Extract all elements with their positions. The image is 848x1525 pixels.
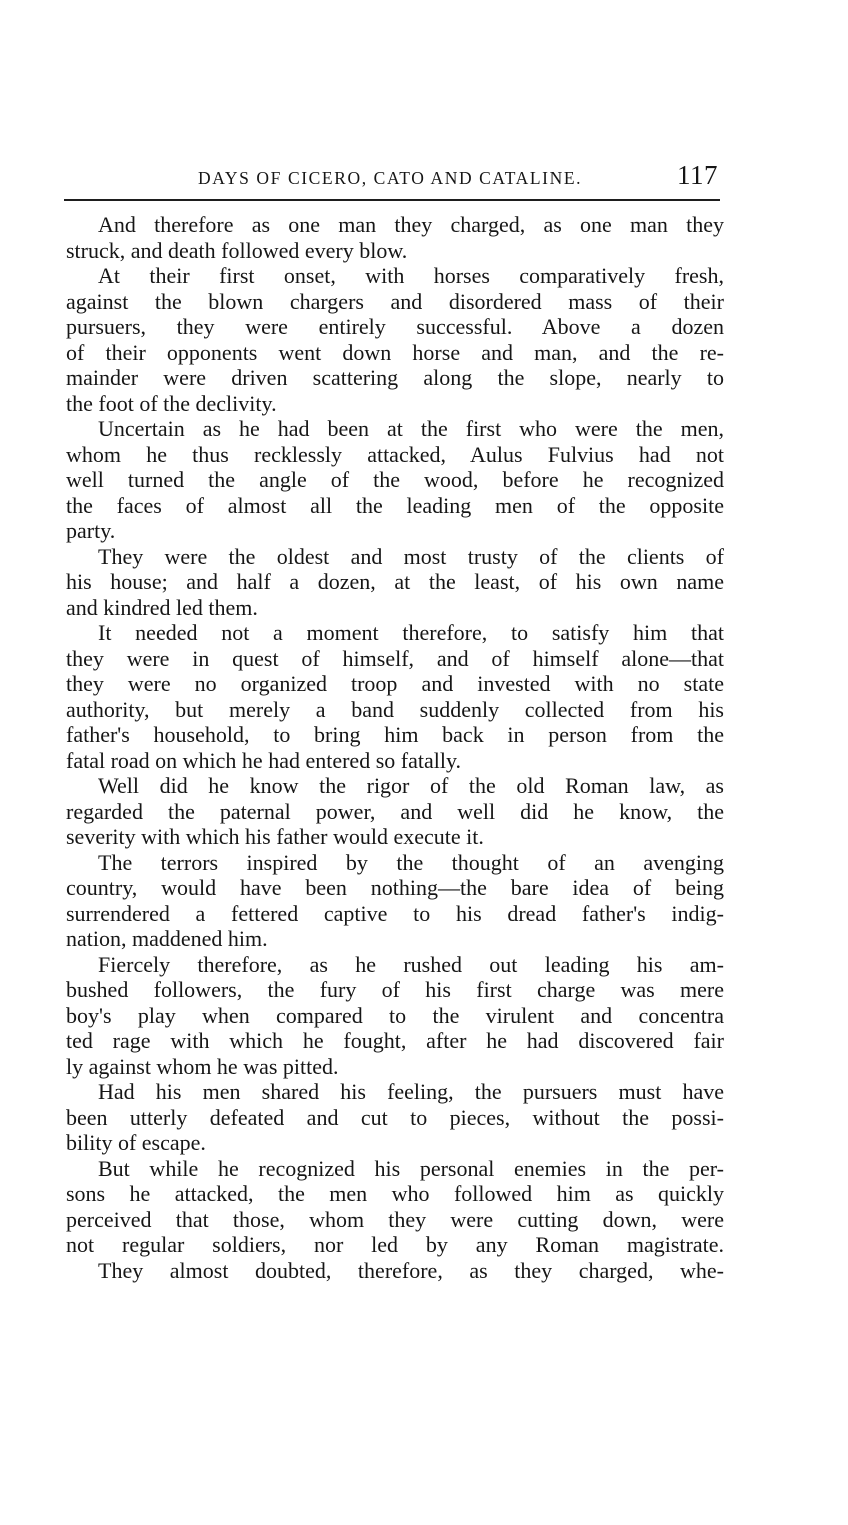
- text-line: party.: [66, 518, 116, 543]
- text-line: sons he attacked, the men who followed him as quickly: [66, 1181, 724, 1206]
- text-line: The terrors inspired by the thought of an avenging: [98, 849, 724, 875]
- text-line: fatal road on which he had entered so fatally.: [66, 747, 462, 773]
- text-line: they were in quest of himself, and of himself alone—that: [66, 645, 724, 671]
- text-line: father's household, to bring him back in person from the: [66, 722, 724, 747]
- text-line: perceived that those, whom they were cutting down, were: [66, 1206, 724, 1232]
- text-line: They were the oldest and most trusty of the clients of: [98, 543, 724, 569]
- text-line: whom he thus recklessly attacked, Aulus Fulvius had not: [66, 441, 724, 467]
- text-line: mainder were driven scattering along the slope, nearly to: [66, 365, 724, 390]
- text-line: of their opponents went down horse and man, and the re-: [66, 339, 724, 365]
- text-line: bushed followers, the fury of his first charge was mere: [66, 977, 724, 1002]
- text-line: And therefore as one man they charged, as one man they: [98, 212, 724, 237]
- body-text: [66, 212, 724, 1283]
- text-line: regarded the paternal power, and well did he know, the: [66, 798, 724, 824]
- text-line: At their first onset, with horses comparatively fresh,: [98, 263, 724, 288]
- text-line: and kindred led them.: [66, 594, 258, 620]
- text-line: Fiercely therefore, as he rushed out leading his am-: [98, 951, 724, 977]
- text-line: authority, but merely a band suddenly collected from his: [66, 696, 724, 722]
- text-line: been utterly defeated and cut to pieces, without the possi-: [66, 1104, 724, 1130]
- text-line: against the blown chargers and disordered mass of their: [66, 288, 724, 314]
- text-line: They almost doubted, therefore, as they charged, whe-: [98, 1257, 724, 1283]
- text-line: nation, maddened him.: [66, 926, 268, 951]
- running-head: [198, 160, 718, 190]
- text-line: the faces of almost all the leading men of the opposite: [66, 492, 724, 518]
- running-title: DAYS OF CICERO, CATO AND CATALINE.: [198, 168, 583, 188]
- header-rule: [64, 199, 720, 201]
- text-line: country, would have been nothing—the bare idea of being: [66, 875, 724, 900]
- text-line: severity with which his father would execute it.: [66, 824, 484, 849]
- text-line: pursuers, they were entirely successful. Above a dozen: [66, 314, 724, 339]
- text-line: they were no organized troop and invested with no state: [66, 671, 724, 696]
- text-line: his house; and half a dozen, at the least, of his own name: [66, 569, 724, 594]
- text-line: ly against whom he was pitted.: [66, 1053, 339, 1079]
- text-line: Had his men shared his feeling, the pursuers must have: [98, 1079, 724, 1104]
- text-line: bility of escape.: [66, 1130, 206, 1155]
- text-line: ted rage with which he fought, after he had discovered fair: [66, 1028, 724, 1053]
- text-line: the foot of the declivity.: [66, 390, 277, 416]
- text-line: surrendered a fettered captive to his dread father's indig-: [66, 900, 724, 926]
- page-number: 117: [677, 160, 718, 190]
- text-line: struck, and death followed every blow.: [66, 237, 408, 263]
- text-line: Well did he know the rigor of the old Roman law, as: [98, 773, 724, 798]
- text-line: well turned the angle of the wood, before he recognized: [66, 467, 724, 492]
- text-line: boy's play when compared to the virulent and concentra: [66, 1002, 724, 1028]
- text-line: It needed not a moment therefore, to satisfy him that: [98, 620, 724, 645]
- text-line: But while he recognized his personal enemies in the per-: [98, 1155, 724, 1181]
- text-line: not regular soldiers, nor led by any Roman magistrate.: [66, 1232, 724, 1257]
- text-line: Uncertain as he had been at the first who were the men,: [98, 416, 724, 441]
